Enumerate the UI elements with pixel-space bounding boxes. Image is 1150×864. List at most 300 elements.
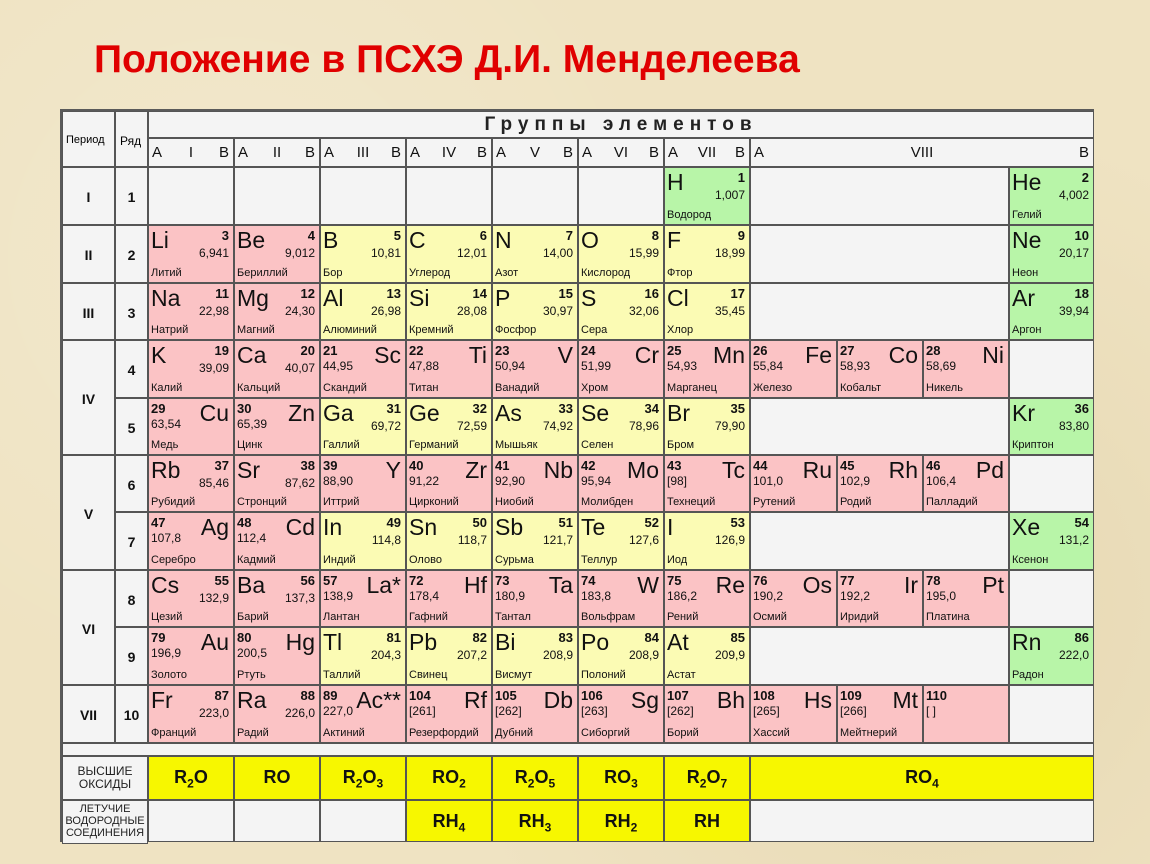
element-name: Сиборгий xyxy=(581,727,630,739)
row-cell xyxy=(115,398,148,455)
atomic-mass: 9,012 xyxy=(284,246,315,260)
element-name: Ртуть xyxy=(237,669,266,681)
element-cell xyxy=(320,685,406,743)
element-cell xyxy=(234,455,320,512)
element-symbol: V xyxy=(557,342,573,368)
element-cell xyxy=(1009,167,1094,225)
period-number: II xyxy=(84,247,93,263)
element-cell xyxy=(1009,398,1094,455)
atomic-number: 89 xyxy=(323,688,338,703)
atomic-mass: 44,95 xyxy=(323,359,354,373)
atomic-mass: 30,97 xyxy=(542,304,573,318)
element-cell xyxy=(750,340,837,398)
separator-row xyxy=(62,743,1094,756)
atomic-mass: 12,01 xyxy=(456,246,487,260)
element-name: Германий xyxy=(409,439,459,451)
element-name: Лантан xyxy=(323,611,360,623)
element-name: Рутений xyxy=(753,496,796,508)
element-name: Сера xyxy=(581,324,608,336)
atomic-number: 43 xyxy=(667,458,682,473)
row-cell xyxy=(115,685,148,743)
group-subheader-5 xyxy=(492,138,578,167)
row-number: 7 xyxy=(127,534,136,550)
element-cell xyxy=(492,225,578,283)
element-name: Радон xyxy=(1012,669,1044,681)
element-symbol: Tl xyxy=(323,629,343,655)
atomic-number: 30 xyxy=(237,401,252,416)
atomic-mass: 28,08 xyxy=(456,304,487,318)
element-name: Азот xyxy=(495,267,519,279)
element-name: Молибден xyxy=(581,496,634,508)
period-cell xyxy=(62,455,115,570)
element-cell xyxy=(406,398,492,455)
element-name: Осмий xyxy=(753,611,787,623)
element-symbol: Ra xyxy=(237,687,267,713)
element-cell xyxy=(320,398,406,455)
row-cell xyxy=(115,283,148,340)
element-symbol: Kr xyxy=(1012,400,1035,426)
oxide-formula-cell xyxy=(750,756,1094,800)
atomic-mass: 138,9 xyxy=(323,589,354,603)
element-name: Стронций xyxy=(237,496,287,508)
element-symbol: He xyxy=(1012,169,1042,195)
hydride-formula-cell xyxy=(578,800,664,842)
element-cell xyxy=(148,455,234,512)
empty-cell xyxy=(320,800,406,842)
atomic-mass: 54,93 xyxy=(667,359,698,373)
element-symbol: Ni xyxy=(982,342,1004,368)
atomic-number: 50 xyxy=(472,515,487,530)
element-name: Гафний xyxy=(409,611,448,623)
atomic-number: 88 xyxy=(300,688,315,703)
atomic-mass: [261] xyxy=(409,704,436,718)
atomic-number: 45 xyxy=(840,458,855,473)
atomic-mass: 95,94 xyxy=(581,474,612,488)
period-header xyxy=(62,111,115,167)
element-symbol: Rb xyxy=(151,457,181,483)
element-cell xyxy=(406,685,492,743)
element-symbol: Si xyxy=(409,285,430,311)
element-symbol: Hf xyxy=(464,572,487,598)
group-number: I xyxy=(188,144,194,161)
atomic-mass: [266] xyxy=(840,704,867,718)
atomic-number: 109 xyxy=(840,688,862,703)
row-header xyxy=(115,111,148,167)
period-cell xyxy=(62,283,115,340)
atomic-mass: 20,17 xyxy=(1058,246,1089,260)
atomic-number: 36 xyxy=(1074,401,1089,416)
atomic-mass: 92,90 xyxy=(495,474,526,488)
element-symbol: Se xyxy=(581,400,610,426)
element-name: Платина xyxy=(926,611,970,623)
atomic-mass: [262] xyxy=(495,704,522,718)
element-name: Криптон xyxy=(1012,439,1054,451)
element-name: Иттрий xyxy=(323,496,360,508)
group-subheader-4 xyxy=(406,138,492,167)
element-symbol: H xyxy=(667,169,684,195)
element-cell xyxy=(234,340,320,398)
element-symbol: Li xyxy=(151,227,169,253)
atomic-number: 42 xyxy=(581,458,596,473)
element-symbol: Xe xyxy=(1012,514,1041,540)
element-symbol: Po xyxy=(581,629,610,655)
element-symbol: Sg xyxy=(630,687,659,713)
element-name: Кальций xyxy=(237,382,281,394)
element-symbol: Y xyxy=(385,457,401,483)
atomic-number: 25 xyxy=(667,343,682,358)
atomic-mass: 223,0 xyxy=(198,706,229,720)
element-cell xyxy=(234,685,320,743)
atomic-mass: 208,9 xyxy=(628,648,659,662)
element-symbol: Zr xyxy=(465,457,487,483)
element-cell xyxy=(664,398,750,455)
element-name: Литий xyxy=(151,267,182,279)
atomic-mass: 63,54 xyxy=(151,417,182,431)
atomic-number: 3 xyxy=(221,228,229,243)
element-name: Мейтнерий xyxy=(840,727,898,739)
atomic-number: 57 xyxy=(323,573,338,588)
atomic-number: 4 xyxy=(307,228,315,243)
row-number: 8 xyxy=(127,591,136,608)
element-name: Углерод xyxy=(409,267,451,279)
atomic-mass: 22,98 xyxy=(198,304,229,318)
groups-title xyxy=(148,111,1094,138)
element-cell xyxy=(234,512,320,570)
hydride-formula-cell xyxy=(406,800,492,842)
period-cell xyxy=(62,167,115,225)
element-cell xyxy=(664,340,750,398)
atomic-number: 44 xyxy=(753,458,768,473)
atomic-mass: 39,09 xyxy=(198,361,229,375)
subgroup-b-label: B xyxy=(390,144,401,161)
element-symbol: Pt xyxy=(982,572,1004,598)
subgroup-a-label: A xyxy=(238,144,249,161)
period-header-label: Период xyxy=(66,134,105,146)
element-symbol: N xyxy=(495,227,512,253)
atomic-mass: 183,8 xyxy=(581,589,612,603)
group-number: II xyxy=(272,144,282,161)
atomic-number: 86 xyxy=(1074,630,1089,645)
atomic-mass: 85,46 xyxy=(198,476,229,490)
atomic-mass: 24,30 xyxy=(284,304,315,318)
period-number: V xyxy=(83,505,94,522)
group-subheader-7 xyxy=(664,138,750,167)
element-symbol: Cu xyxy=(199,400,229,426)
element-cell xyxy=(320,225,406,283)
element-name: Натрий xyxy=(151,324,189,336)
element-cell xyxy=(406,512,492,570)
element-cell xyxy=(750,455,837,512)
element-cell xyxy=(664,225,750,283)
atomic-number: 80 xyxy=(237,630,252,645)
atomic-mass: 87,62 xyxy=(284,476,315,490)
element-name: Иод xyxy=(667,554,688,566)
empty-cell xyxy=(1009,570,1094,627)
element-symbol: Rn xyxy=(1012,629,1042,655)
element-name: Радий xyxy=(237,727,269,739)
element-name: Кобальт xyxy=(840,382,882,394)
element-name: Ксенон xyxy=(1012,554,1049,566)
element-name: Резерфордий xyxy=(409,727,479,739)
atomic-number: 76 xyxy=(753,573,768,588)
oxide-formula: $RO_3$ xyxy=(604,767,638,791)
atomic-number: 5 xyxy=(393,228,401,243)
empty-cell xyxy=(148,167,234,225)
period-cell xyxy=(62,570,115,685)
atomic-mass: 55,84 xyxy=(753,359,784,373)
atomic-number: 87 xyxy=(214,688,229,703)
element-symbol: Br xyxy=(667,400,690,426)
atomic-mass: 91,22 xyxy=(409,474,440,488)
element-symbol: I xyxy=(667,514,674,540)
atomic-mass: 69,72 xyxy=(370,419,401,433)
row-cell xyxy=(115,455,148,512)
atomic-mass: 83,80 xyxy=(1058,419,1089,433)
element-name: Сурьма xyxy=(495,554,534,566)
atomic-number: 28 xyxy=(926,343,941,358)
row-number: 1 xyxy=(127,189,136,205)
subgroup-b-label: B xyxy=(734,144,745,161)
element-name: Водород xyxy=(667,209,712,221)
period-number: I xyxy=(86,189,91,205)
element-name: Марганец xyxy=(667,382,717,394)
element-symbol: Hs xyxy=(803,687,832,713)
subgroup-b-label: B xyxy=(1078,144,1089,161)
group-subheader-1 xyxy=(148,138,234,167)
element-name: Алюминий xyxy=(323,324,377,336)
element-symbol: Mg xyxy=(237,285,269,311)
group-subheader-3 xyxy=(320,138,406,167)
element-name: Калий xyxy=(151,382,183,394)
atomic-number: 55 xyxy=(214,573,229,588)
row-number: 2 xyxy=(127,247,136,263)
element-symbol: Cd xyxy=(285,514,315,540)
empty-cell xyxy=(1009,340,1094,398)
empty-cell xyxy=(750,800,1094,842)
element-cell xyxy=(148,398,234,455)
atomic-number: 21 xyxy=(323,343,338,358)
atomic-mass: 6,941 xyxy=(198,246,229,260)
element-name: Скандий xyxy=(323,382,367,394)
element-name: Хлор xyxy=(667,324,694,336)
element-cell xyxy=(664,283,750,340)
element-cell xyxy=(1009,225,1094,283)
element-cell xyxy=(664,455,750,512)
atomic-mass: 10,81 xyxy=(370,246,401,260)
atomic-number: 14 xyxy=(472,286,487,301)
atomic-mass: 114,8 xyxy=(371,533,401,547)
element-symbol: Fr xyxy=(151,687,173,713)
element-cell xyxy=(664,512,750,570)
atomic-number: 47 xyxy=(151,515,166,530)
atomic-mass: 126,9 xyxy=(714,533,745,547)
atomic-mass: 222,0 xyxy=(1058,648,1089,662)
atomic-number: 24 xyxy=(581,343,596,358)
element-cell xyxy=(578,512,664,570)
atomic-number: 15 xyxy=(558,286,573,301)
row-number: 6 xyxy=(127,476,136,493)
element-name: Аргон xyxy=(1012,324,1042,336)
hydride-formula: $RH_4$ xyxy=(432,811,466,835)
element-cell xyxy=(578,627,664,685)
atomic-mass: 204,3 xyxy=(370,648,401,662)
element-cell xyxy=(234,398,320,455)
atomic-number: 81 xyxy=(386,630,401,645)
element-name: Хром xyxy=(581,382,609,394)
atomic-number: 110 xyxy=(926,688,947,703)
atomic-number: 56 xyxy=(300,573,315,588)
element-name: Астат xyxy=(667,669,696,681)
atomic-mass: 106,4 xyxy=(926,474,957,488)
element-symbol: Al xyxy=(323,285,344,311)
element-symbol: Sc xyxy=(374,342,401,368)
row-cell xyxy=(115,512,148,570)
element-symbol: Bi xyxy=(495,629,516,655)
element-symbol: Be xyxy=(237,227,266,253)
element-name: Магний xyxy=(237,324,275,336)
oxide-formula-cell xyxy=(320,756,406,800)
element-symbol: At xyxy=(667,629,689,655)
hydrides-label-text: ЛЕТУЧИЕ ВОДОРОДНЫЕ СОЕДИНЕНИЯ xyxy=(65,803,145,840)
element-name: Теллур xyxy=(581,554,618,566)
element-cell xyxy=(234,283,320,340)
element-name: Золото xyxy=(151,669,187,681)
element-cell xyxy=(148,685,234,743)
element-symbol: K xyxy=(151,342,167,368)
atomic-number: 51 xyxy=(558,515,573,530)
oxide-formula-cell xyxy=(234,756,320,800)
oxide-formula: $R_2O_7$ xyxy=(686,767,728,791)
element-symbol: Te xyxy=(581,514,606,540)
element-symbol: F xyxy=(667,227,682,253)
element-cell xyxy=(320,570,406,627)
atomic-number: 83 xyxy=(558,630,573,645)
element-cell xyxy=(923,455,1009,512)
atomic-mass: 101,0 xyxy=(753,474,784,488)
empty-cell xyxy=(750,627,1009,685)
atomic-number: 106 xyxy=(581,688,603,703)
element-cell xyxy=(837,340,923,398)
group-subheader-2 xyxy=(234,138,320,167)
groups-title-text: Группы элементов xyxy=(484,114,758,135)
atomic-number: 85 xyxy=(730,630,745,645)
element-name: Фосфор xyxy=(495,324,537,336)
element-cell xyxy=(492,455,578,512)
oxide-formula-cell xyxy=(148,756,234,800)
oxide-formula: $RO_2$ xyxy=(432,767,466,791)
atomic-number: 75 xyxy=(667,573,682,588)
element-cell xyxy=(492,398,578,455)
oxide-formula: $R_2O_3$ xyxy=(342,767,384,791)
element-symbol: Ag xyxy=(200,514,229,540)
element-name: Олово xyxy=(409,554,442,566)
atomic-number: 54 xyxy=(1074,515,1089,530)
atomic-mass: 209,9 xyxy=(714,648,745,662)
hydride-formula: RH xyxy=(694,811,720,831)
oxide-formula: $R_2O_5$ xyxy=(514,767,556,791)
element-symbol: La* xyxy=(366,572,401,598)
atomic-mass: 26,98 xyxy=(370,304,401,318)
element-name: Мышьяк xyxy=(495,439,538,451)
element-name: Борий xyxy=(667,727,699,739)
group-number: III xyxy=(356,144,370,161)
atomic-mass: 72,59 xyxy=(456,419,487,433)
element-name: Кадмий xyxy=(237,554,276,566)
atomic-number: 72 xyxy=(409,573,424,588)
element-name: Гелий xyxy=(1012,209,1042,221)
element-symbol: O xyxy=(581,227,599,253)
element-name: Таллий xyxy=(323,669,361,681)
element-symbol: Au xyxy=(200,629,229,655)
element-name: Цирконий xyxy=(409,496,459,508)
atomic-mass: 50,94 xyxy=(495,359,526,373)
subgroup-a-label: A xyxy=(754,144,765,161)
atomic-number: 18 xyxy=(1074,286,1089,301)
period-number: III xyxy=(82,304,95,321)
element-name: Неон xyxy=(1012,267,1039,279)
element-name: Фтор xyxy=(667,267,693,279)
atomic-number: 27 xyxy=(840,343,855,358)
element-cell xyxy=(320,283,406,340)
element-cell xyxy=(234,627,320,685)
element-cell xyxy=(750,570,837,627)
atomic-number: 29 xyxy=(151,401,166,416)
element-name: Палладий xyxy=(926,496,978,508)
oxides-label xyxy=(62,756,148,800)
empty-cell xyxy=(406,167,492,225)
subgroup-a-label: A xyxy=(152,144,163,161)
element-symbol: Ge xyxy=(409,400,440,426)
element-cell xyxy=(406,225,492,283)
atomic-mass: 112,4 xyxy=(237,531,267,545)
atomic-number: 82 xyxy=(472,630,487,645)
atomic-number: 33 xyxy=(558,401,573,416)
atomic-number: 38 xyxy=(300,458,315,473)
atomic-number: 31 xyxy=(386,401,401,416)
element-name: Кислород xyxy=(581,267,631,279)
atomic-mass: 35,45 xyxy=(714,304,745,318)
group-number: VIII xyxy=(910,144,934,161)
atomic-mass: 196,9 xyxy=(151,646,182,660)
atomic-mass: 127,6 xyxy=(628,533,659,547)
atomic-number: 17 xyxy=(730,286,745,301)
empty-cell xyxy=(750,167,1009,225)
element-symbol: Ta xyxy=(548,572,573,598)
atomic-number: 37 xyxy=(214,458,229,473)
element-cell xyxy=(578,455,664,512)
oxide-formula-cell xyxy=(492,756,578,800)
hydrides-label xyxy=(62,800,148,844)
atomic-number: 8 xyxy=(651,228,659,243)
element-symbol: S xyxy=(581,285,597,311)
row-cell xyxy=(115,340,148,398)
element-cell xyxy=(406,340,492,398)
atomic-mass: 18,99 xyxy=(714,246,745,260)
atomic-mass: 14,00 xyxy=(542,246,573,260)
element-name: Титан xyxy=(409,382,439,394)
element-name: Полоний xyxy=(581,669,626,681)
element-cell xyxy=(1009,512,1094,570)
atomic-mass: 58,69 xyxy=(926,359,957,373)
empty-cell xyxy=(750,398,1009,455)
element-cell xyxy=(923,685,1009,743)
atomic-mass: 15,99 xyxy=(628,246,659,260)
element-symbol: P xyxy=(495,285,511,311)
period-number: VI xyxy=(81,620,96,637)
period-number: VII xyxy=(79,707,98,723)
atomic-number: 22 xyxy=(409,343,424,358)
oxide-formula: RO xyxy=(263,767,291,787)
